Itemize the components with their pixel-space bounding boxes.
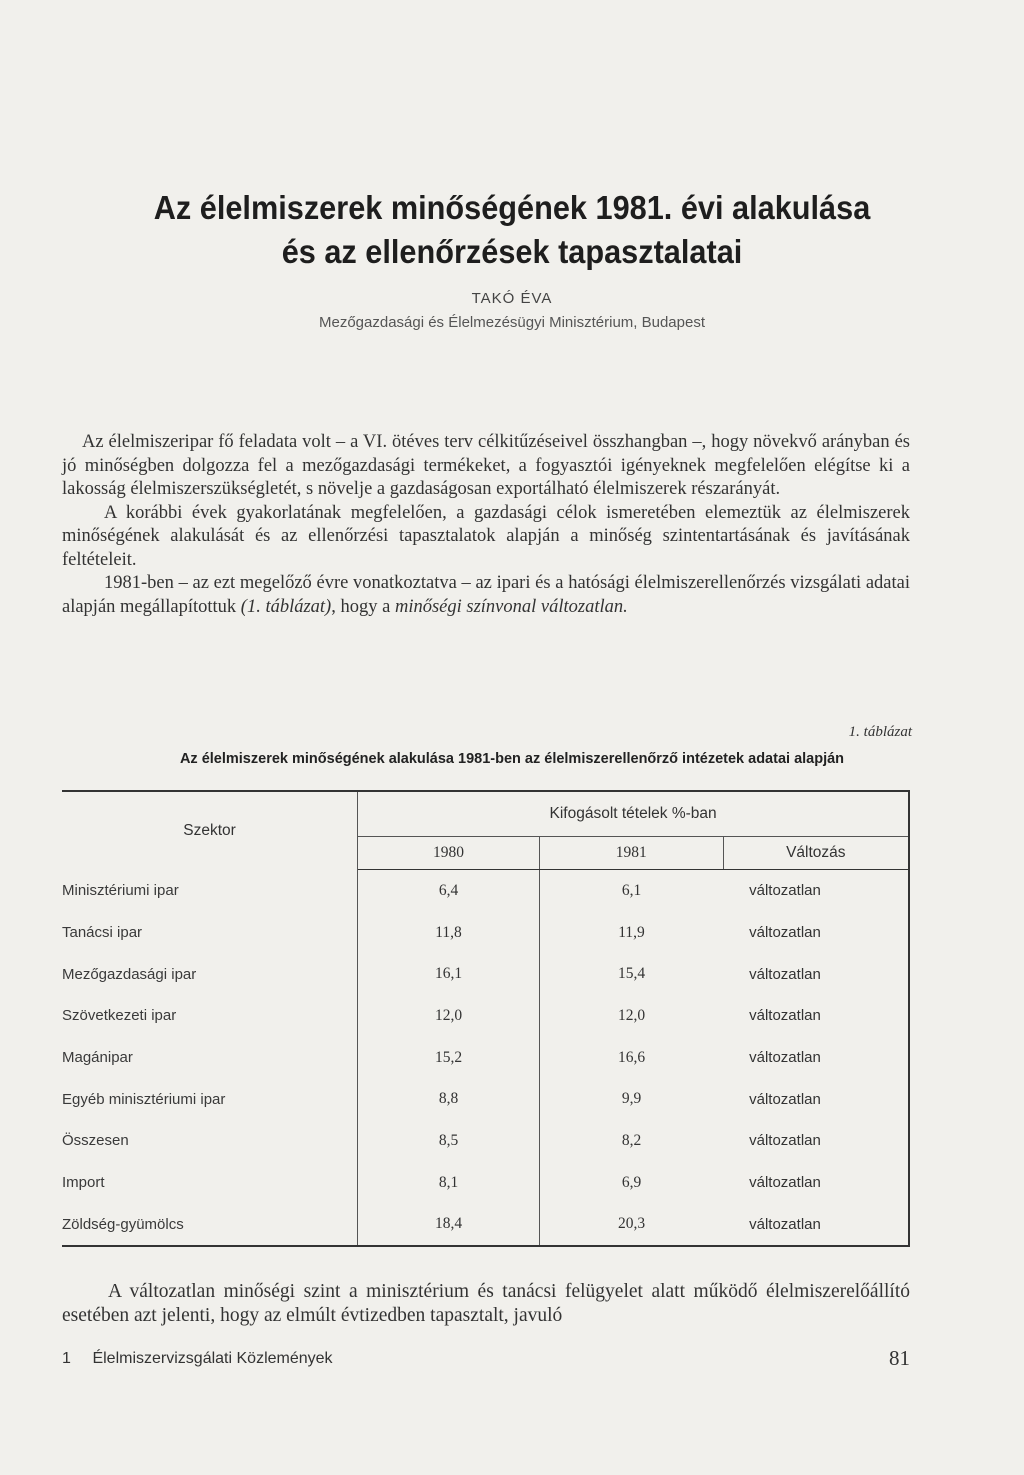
- value-1980-cell: 16,1: [358, 953, 540, 995]
- page-footer: [62, 1346, 910, 1370]
- change-cell: változatlan: [723, 1037, 909, 1079]
- quality-table: [62, 790, 910, 1247]
- table-row: [62, 1120, 909, 1162]
- table-row: [62, 912, 909, 954]
- change-cell: változatlan: [723, 870, 909, 912]
- table-row: [62, 1162, 909, 1204]
- page-number: 81: [889, 1346, 910, 1370]
- value-1981-cell: 6,1: [621, 881, 642, 899]
- paragraph-3-start: 1981-ben – az ezt megelőző évre vonatkoztatva – az ipari és a hatósági élelmiszerellenőrzés vizsgálati adatai alapján megállapítottuk: [62, 573, 910, 617]
- header-1980: 1980: [358, 837, 540, 870]
- table-number: 1. táblázat: [848, 724, 912, 740]
- change-cell: változatlan: [723, 995, 909, 1037]
- change-cell: változatlan: [723, 1204, 909, 1247]
- value-1980-cell: 15,2: [358, 1037, 540, 1079]
- value-1980-cell: 8,5: [358, 1120, 540, 1162]
- continuation-text: [62, 1280, 910, 1328]
- table-row: [62, 1204, 909, 1247]
- value-1980-cell: 18,4: [358, 1204, 540, 1247]
- sector-cell: Magánipar: [62, 1037, 358, 1079]
- value-1980-cell: 8,1: [358, 1162, 540, 1204]
- change-cell: változatlan: [723, 912, 909, 954]
- author-affiliation: Mezőgazdasági és Élelmezésügyi Minisztérium, Budapest: [318, 314, 705, 331]
- table-caption: Az élelmiszerek minőségének alakulása 1981-ben az élelmiszerellenőrző intézetek adatai alapján: [179, 751, 845, 767]
- change-cell: változatlan: [723, 1120, 909, 1162]
- title-line-2: és az ellenőrzések tapasztalatai: [281, 233, 743, 270]
- table-row: [62, 953, 909, 995]
- table-row: [62, 870, 909, 912]
- value-1980-cell: 11,8: [358, 912, 540, 954]
- header-rejected-percent: Kifogásolt tételek %-ban: [358, 791, 909, 837]
- value-1981-cell: 16,6: [617, 1048, 646, 1066]
- table-row: [62, 1078, 909, 1120]
- paragraph-1: Az élelmiszeripar fő feladata volt – a VI. ötéves terv célkitűzéseivel összhangban –, hogy növekvő arányban és jó minőségben dolgozza fel a mezőgazdasági termékeket, a fogyasztói igényeknek megfelelően elégítse ki a lakosság élelmiszerszükségletét, s növelje a gazdaságosan exportálható élelmiszerek részarányát.: [62, 432, 910, 499]
- sector-cell: Összesen: [62, 1120, 358, 1162]
- sector-cell: Egyéb minisztériumi ipar: [62, 1078, 358, 1120]
- change-cell: változatlan: [723, 953, 909, 995]
- intro-text: [62, 431, 910, 619]
- header-1981: 1981: [539, 837, 723, 870]
- header-change: Változás: [723, 837, 909, 870]
- change-cell: változatlan: [723, 1162, 909, 1204]
- table-row: [62, 1037, 909, 1079]
- issue-number: 1: [62, 1350, 71, 1367]
- article-title: [36, 186, 988, 274]
- paragraph-4: A változatlan minőségi szint a minisztérium és tanácsi felügyelet alatt működő élelmiszerelőállító esetében azt jelenti, hogy az elmúlt évtizedben tapasztalt, javuló: [62, 1281, 910, 1326]
- sector-cell: Szövetkezeti ipar: [62, 995, 358, 1037]
- paragraph-3: [62, 572, 910, 619]
- value-1980-cell: 6,4: [358, 870, 540, 912]
- change-cell: változatlan: [723, 1078, 909, 1120]
- header-sector: Szektor: [62, 791, 358, 870]
- title-line-1: Az élelmiszerek minőségének 1981. évi alakulása: [153, 189, 871, 226]
- paragraph-3-mid: , hogy a: [331, 596, 395, 617]
- value-1981-cell: 6,9: [621, 1173, 642, 1191]
- value-1980-cell: 12,0: [358, 995, 540, 1037]
- value-1981-cell: 9,9: [621, 1090, 642, 1108]
- table-reference: (1. táblázat): [240, 596, 332, 617]
- value-1981-cell: 15,4: [617, 965, 646, 983]
- value-1981-cell: 8,2: [621, 1131, 642, 1149]
- table-header-row: [62, 791, 909, 837]
- sector-cell: Import: [62, 1162, 358, 1204]
- value-1981-cell: 11,9: [618, 923, 645, 941]
- journal-name: Élelmiszervizsgálati Közlemények: [92, 1350, 333, 1367]
- sector-cell: Zöldség-gyümölcs: [62, 1204, 358, 1247]
- author-name: TAKÓ ÉVA: [471, 290, 553, 307]
- value-1981-cell: 12,0: [617, 1006, 646, 1024]
- value-1980-cell: 8,8: [358, 1078, 540, 1120]
- sector-cell: Mezőgazdasági ipar: [62, 953, 358, 995]
- sector-cell: Minisztériumi ipar: [62, 870, 358, 912]
- table-row: [62, 995, 909, 1037]
- sector-cell: Tanácsi ipar: [62, 912, 358, 954]
- value-1981-cell: 20,3: [539, 1204, 723, 1247]
- paragraph-2: A korábbi évek gyakorlatának megfelelően, a gazdasági célok ismeretében elemeztük az élelmiszerek minőségének alakulását és az ellenőrzési tapasztalatok alapján a minőség szintentartásának és javításának feltételeit.: [62, 502, 910, 570]
- quality-emphasis: minőségi színvonal változatlan.: [394, 596, 628, 617]
